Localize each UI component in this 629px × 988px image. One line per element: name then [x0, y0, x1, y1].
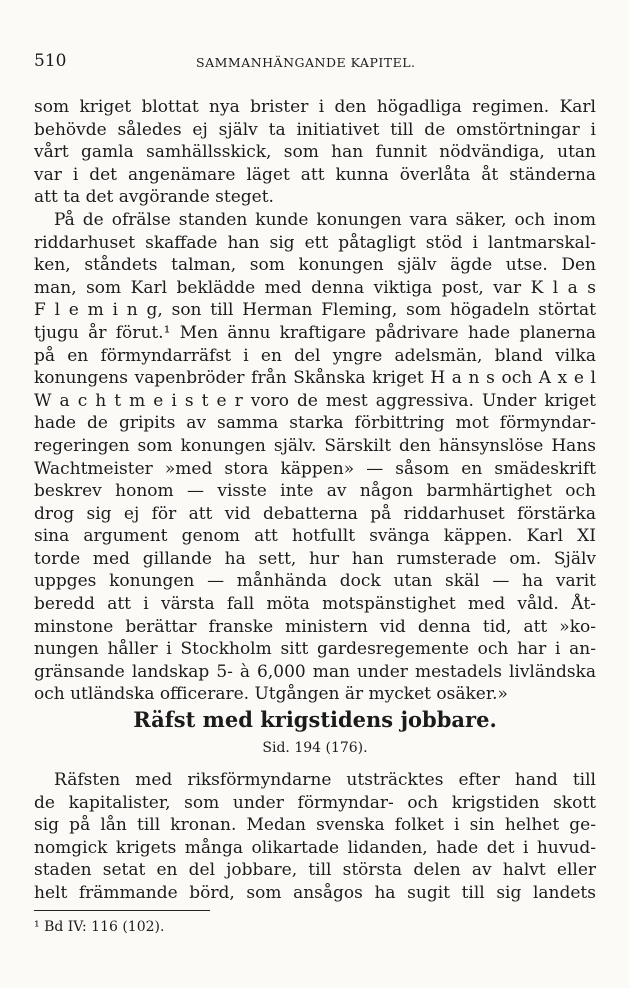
text-line: man, som Karl beklädde med denna viktiga post, var K l a s — [34, 277, 596, 298]
text-line: På de ofrälse standen kunde konungen vara säker, och inom — [54, 209, 596, 230]
body-text — [34, 96, 596, 706]
text-line: minstone berättar franske ministern vid denna tid, att »ko- — [34, 616, 596, 637]
text-line: de kapitalister, som under förmyndar- och krigstiden skott — [34, 792, 596, 813]
text-line: tjugu år förut.¹ Men ännu kraftigare pådrivare hade planerna — [34, 322, 596, 343]
text-line: behövde således ej själv ta initiativet till de omstörtningar i — [34, 119, 596, 140]
text-line: riddarhuset skaffade han sig ett påtagligt stöd i lantmarskal- — [34, 232, 596, 253]
text-line: Wachtmeister »med stora käppen» — såsom en smädeskrift — [34, 458, 596, 479]
text-line: drog sig ej för att vid debatterna på riddarhuset förstärka — [34, 503, 596, 524]
text-line: uppges konungen — månhända dock utan skäl — ha varit — [34, 571, 596, 592]
text-line: som kriget blottat nya brister i den högadliga regimen. Karl — [34, 97, 596, 117]
text-line: beredd att i värsta fall möta motspänstighet med våld. Åt- — [34, 594, 596, 615]
text-line: att ta det avgörande steget. — [34, 187, 274, 208]
text-line: ken, ståndets talman, som konungen själv ägde utse. Den — [34, 255, 596, 276]
running-head: SAMMANHÄNGANDE KAPITEL. — [196, 55, 416, 70]
body-text-2 — [34, 769, 596, 905]
text-line: regeringen som konungen själv. Särskilt den hänsynslöse Hans — [34, 435, 596, 456]
text-line: sig på lån till kronan. Medan svenska folket i sin helhet ge- — [34, 815, 596, 836]
text-line: hade de gripits av samma starka förbittring mot förmyndar- — [34, 413, 596, 434]
text-line: vårt gamla samhällsskick, som han funnit nödvändiga, utan — [34, 142, 596, 163]
text-line: på en förmyndarräfst i en del yngre adelsmän, bland vilka — [34, 345, 596, 366]
text-line: sina argument genom att hotfullt svänga käppen. Karl XI — [34, 526, 596, 547]
text-line: beskrev honom — visste inte av någon barmhärtighet och — [34, 481, 596, 502]
text-line: konungens vapenbröder från Skånska kriget H a n s och A x e l — [34, 368, 596, 389]
text-line: staden setat en del jobbare, till största delen av halvt eller — [34, 860, 596, 881]
text-line: F l e m i n g, son till Herman Fleming, som högadeln störtat — [34, 300, 596, 321]
text-line: Räfsten med riksförmyndarne utsträcktes efter hand till — [54, 770, 596, 790]
text-line: var i det angenämare läget att kunna överlåta åt ständerna — [34, 164, 596, 185]
text-line: helt främmande börd, som ansågos ha sugit till sig landets — [34, 882, 596, 903]
text-line: och utländska officerare. Utgången är mycket osäker.» — [34, 684, 508, 705]
footnote: ¹ Bd IV: 116 (102). — [34, 919, 165, 935]
section-title: Räfst med krigstidens jobbare. — [133, 707, 497, 732]
text-line: nomgick krigets många olikartade lidanden, hade det i huvud- — [34, 837, 596, 858]
text-line: nungen håller i Stockholm sitt gardesregemente och har i an- — [34, 639, 596, 660]
footnote-divider — [34, 910, 210, 911]
text-line: W a c h t m e i s t e r voro de mest aggressiva. Under kriget — [34, 390, 596, 411]
text-line: torde med gillande ha sett, hur han rumsterade om. Själv — [34, 548, 596, 569]
section-reference: Sid. 194 (176). — [262, 740, 368, 756]
text-line: gränsande landskap 5- à 6,000 man under mestadels livländska — [34, 661, 596, 682]
page-number: 510 — [34, 51, 67, 71]
